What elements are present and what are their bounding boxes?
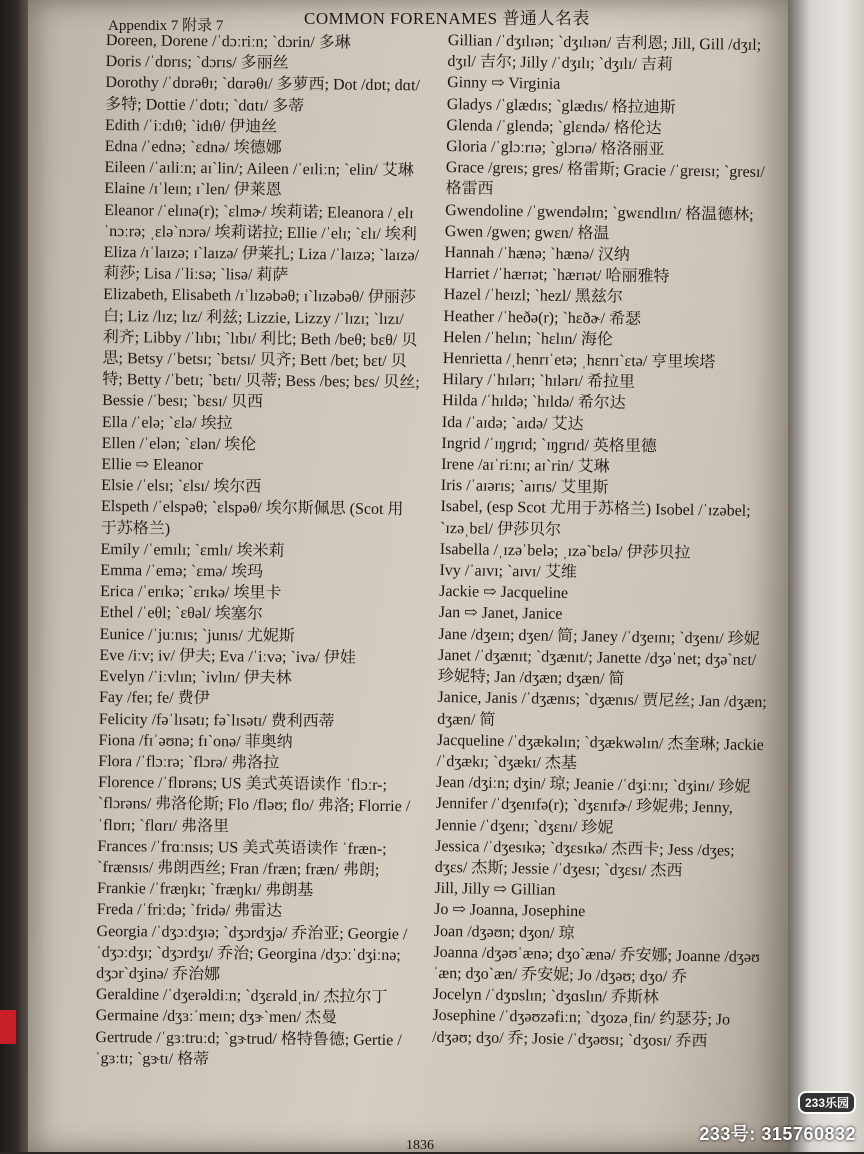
entry: Jocelyn /ˈdʒɒslɪn; ˋdʒɑslɪn/ 乔斯林	[432, 986, 660, 1007]
entry: Flora /ˈflɔːrə; ˋflɔrə/ 弗洛拉	[98, 752, 280, 772]
entry: Helen /ˈhelɪn; ˋhɛlɪn/ 海伦	[443, 328, 614, 349]
entry: Doreen, Dorene /ˈdɔːriːn; ˋdɔrin/ 多琳	[105, 31, 351, 52]
entry: Jan ⇨ Janet, Janice	[438, 604, 563, 624]
entry: Hannah /ˈhænə; ˋhænə/ 汉纳	[444, 244, 630, 264]
binding-edge	[0, 0, 28, 1152]
entry: Ellen /ˈelən; ˋɛlən/ 埃伦	[101, 434, 257, 454]
entry: Dorothy /ˈdɒrəθɪ; ˋdɑrəθɪ/ 多萝西; Dot /dɒt; dɑt/ 多特; Dottie /ˈdɒtɪ; ˋdɑtɪ/ 多蒂	[105, 74, 421, 115]
right-column	[432, 30, 778, 1053]
entry: Eunice /ˈjuːnɪs; ˋjunɪs/ 尤妮斯	[99, 625, 295, 645]
entry: Edith /ˈiːdɪθ; ˋidɪθ/ 伊迪丝	[104, 116, 278, 136]
entry: Eve /iːv; iv/ 伊夫; Eva /ˈiːvə; ˋivə/ 伊娃	[99, 646, 356, 667]
entry: Josephine /ˈdʒəʊzəfiːn; ˋdʒozəˌfin/ 约瑟芬; Jo /dʒəʊ; dʒo/ 乔; Josie /ˈdʒəʊsɪ; ˋdʒosɪ/ 乔西	[432, 1007, 731, 1050]
entry: Felicity /fəˈlɪsətɪ; fəˋlɪsətɪ/ 费利西蒂	[98, 710, 335, 730]
entry: Gillian /ˈdʒɪlɪən; ˋdʒɪlɪən/ 吉利恩; Jill, Gill /dʒɪl; dʒɪl/ 吉尔; Jilly /ˈdʒɪlɪ; ˋdʒɪlɪ/ 吉莉	[447, 31, 762, 74]
entry: Edna /ˈednə; ˋɛdnə/ 埃德娜	[104, 138, 282, 157]
entry: Fiona /fɪˈəʊnə; fɪˋonə/ 菲奥纳	[98, 731, 293, 751]
entry: Ginny ⇨ Virginia	[447, 74, 561, 94]
entry: Isabella /ˌɪzəˈbelə; ˌɪzəˋbɛlə/ 伊莎贝拉	[439, 540, 691, 562]
entry: Jo ⇨ Joanna, Josephine	[434, 901, 586, 921]
entry: Gwendoline /ˈgwendəlɪn; ˋgwɛndlɪn/ 格温德林; Gwen /gwen; gwɛn/ 格温	[444, 201, 754, 243]
entry: Emily /ˈemɪlɪ; ˋɛmlɪ/ 埃米莉	[100, 540, 285, 560]
page-number: 1836	[406, 1138, 434, 1153]
entry: Eliza /ɪˈlaɪzə; ɪˋlaɪzə/ 伊莱扎; Liza /ˈlaɪzə; ˋlaɪzə/ 莉莎; Lisa /ˈliːsə; ˋlisə/ 莉萨	[103, 244, 420, 285]
entry: Doris /ˈdɒrɪs; ˋdɔrɪs/ 多丽丝	[105, 53, 289, 73]
entry: Jean /dʒiːn; dʒin/ 琼; Jeanie /ˈdʒiːnɪ; ˋdʒinɪ/ 珍妮	[436, 774, 751, 796]
entry: Elizabeth, Elisabeth /ɪˈlɪzəbəθ; ɪˋlɪzəbəθ/ 伊丽莎白; Liz /lɪz; lɪz/ 利兹; Lizzie, Lizzy /ˈlɪzɪ; ˋlɪzɪ/ 利齐; Libby /ˈlɪbɪ; ˋlɪbɪ/ 利比; Beth /beθ; bɛθ/ 贝思; Betsy /ˈbetsɪ; ˋbɛtsɪ/ 贝齐; Bett /bet; bɛt/ 贝特; Betty /ˈbetɪ; ˋbɛtɪ/ 贝蒂; Bess /bes; bɛs/ 贝丝; Bessie /ˈbesɪ; ˋbɛsɪ/ 贝西	[102, 286, 420, 412]
header-appendix-label: Appendix 7 附录 7	[108, 18, 224, 34]
entry: Hilary /ˈhɪlərɪ; ˋhɪlərɪ/ 希拉里	[442, 371, 636, 392]
entry: Jackie ⇨ Jacqueline	[439, 583, 569, 603]
entry: Gloria /ˈglɔːrɪə; ˋglɔrɪə/ 格洛丽亚	[446, 138, 665, 159]
entry: Isabel, (esp Scot 尤用于苏格兰) Isobel /ˈɪzəbel; ˋɪzəˌbɛl/ 伊莎贝尔	[440, 498, 751, 539]
entry: Eleanor /ˈelɪnə(r); ˋɛlmɚ/ 埃莉诺; Eleanora /ˌelɪˈnɔːrə; ˌɛləˋnɔrə/ 埃莉诺拉; Ellie /ˈelɪ; ˋɛlɪ/ 埃利	[103, 201, 417, 244]
entry: Jennifer /ˈdʒenɪfə(r); ˋdʒɛnɪfɚ/ 珍妮弗; Jenny, Jennie /ˈdʒenɪ; ˋdʒɛnɪ/ 珍妮	[435, 795, 733, 837]
entry: Ivy /ˈaɪvɪ; ˋaɪvɪ/ 艾维	[439, 562, 577, 582]
entry: Evelyn /ˈiːvlɪn; ˋivlɪn/ 伊夫林	[99, 668, 292, 688]
entry: Joanna /dʒəʊˈænə; dʒoˋænə/ 乔安娜; Joanne /dʒəʊˈæn; dʒoˋæn/ 乔安妮; Jo /dʒəʊ; dʒo/ 乔	[433, 943, 760, 986]
watermark-logo: 233乐园	[798, 1091, 856, 1114]
entry: Elaine /ɪˈleɪn; ɪˋlen/ 伊莱恩	[104, 180, 282, 200]
entry: Jane /dʒeɪn; dʒen/ 简; Janey /ˈdʒeɪnɪ; ˋdʒenɪ/ 珍妮	[438, 625, 760, 648]
entry: Elspeth /ˈelspəθ; ˋɛlspəθ/ 埃尔斯佩思 (Scot 用于苏格兰)	[100, 498, 404, 538]
entry: Fay /feɪ; fe/ 费伊	[98, 689, 210, 708]
entry: Jessica /ˈdʒesɪkə; ˋdʒɛsɪkə/ 杰西卡; Jess /dʒes; dʒɛs/ 杰斯; Jessie /ˈdʒesɪ; ˋdʒɛsɪ/ 杰西	[434, 837, 735, 880]
entry: Janet /ˈdʒænɪt; ˋdʒænɪt/; Janette /dʒəˈnet; dʒəˋnɛt/ 珍妮特; Jan /dʒæn; dʒæn/ 简	[437, 646, 757, 688]
red-tab-mark	[0, 1010, 16, 1044]
watermark	[699, 1091, 856, 1146]
entry: Irene /aɪˈriːnɪ; aɪˋrin/ 艾琳	[441, 456, 610, 476]
entry: Heather /ˈheðə(r); ˋhɛðɚ/ 希瑟	[443, 307, 642, 328]
entry: Emma /ˈemə; ˋɛmə/ 埃玛	[100, 562, 264, 581]
entry: Glenda /ˈglendə; ˋglɛndə/ 格伦达	[446, 116, 662, 138]
entry: Ethel /ˈeθl; ˋɛθəl/ 埃塞尔	[99, 604, 263, 624]
entry: Geraldine /ˈdʒerəldiːn; ˋdʒɛrəldˌin/ 杰拉尔丁	[95, 986, 388, 1007]
entry: Germaine /dʒɜːˈmeɪn; dʒɝˋmen/ 杰曼	[95, 1007, 338, 1027]
page-header	[108, 4, 768, 34]
entry: Grace /greɪs; gres/ 格雷斯; Gracie /ˈgreɪsɪ; ˋgresɪ/ 格雷西	[445, 159, 765, 199]
entry: Elsie /ˈelsɪ; ˋɛlsɪ/ 埃尔西	[101, 477, 262, 496]
entry: Jacqueline /ˈdʒækəlɪn; ˋdʒækwəlɪn/ 杰奎琳; Jackie /ˈdʒækɪ; ˋdʒækɪ/ 杰基	[436, 731, 764, 773]
entry: Gertrude /ˈgɜːtruːd; ˋgɝtrud/ 格特鲁德; Gertie /ˈgɜːtɪ; ˋgɝtɪ/ 格蒂	[95, 1028, 402, 1068]
entry: Florence /ˈflɒrəns; US 美式英语读作 ˈflɔːr-; ˋflɔrəns/ 弗洛伦斯; Flo /fləʊ; flo/ 弗洛; Florrie /ˈflɒrɪ; ˋflɑrɪ/ 弗洛里	[97, 774, 411, 835]
entry: Ida /ˈaɪdə; ˋaɪdə/ 艾达	[441, 413, 584, 433]
entry: Ingrid /ˈɪŋgrɪd; ˋɪŋgrɪd/ 英格里德	[441, 434, 657, 456]
entry: Harriet /ˈhærɪət; ˋhærɪət/ 哈丽雅特	[444, 265, 670, 286]
entry: Erica /ˈerɪkə; ˋɛrɪkə/ 埃里卡	[100, 583, 282, 603]
entry: Hilda /ˈhɪldə; ˋhɪldə/ 希尔达	[442, 392, 626, 413]
watermark-id: 233号: 315760832	[699, 1124, 856, 1144]
header-section-title: COMMON FORENAMES 普通人名表	[304, 9, 590, 28]
entry: Hazel /ˈheɪzl; ˋhezl/ 黑兹尔	[443, 286, 623, 307]
entry: Ella /ˈelə; ˋɛlə/ 埃拉	[101, 413, 233, 433]
entry: Ellie ⇨ Eleanor	[101, 456, 203, 475]
page-edge-right	[788, 0, 864, 1152]
left-column	[95, 30, 424, 1072]
entry: Jill, Jilly ⇨ Gillian	[434, 880, 556, 899]
entry: Eileen /ˈaɪliːn; aɪˋlin/; Aileen /ˈeɪliːn; ˋelin/ 艾琳	[104, 159, 414, 180]
entry: Joan /dʒəʊn; dʒon/ 琼	[433, 922, 575, 942]
entry: Janice, Janis /ˈdʒænɪs; ˋdʒænɪs/ 贾尼丝; Jan /dʒæn; dʒæn/ 简	[437, 689, 767, 729]
entry: Iris /ˈaɪərɪs; ˋaɪrɪs/ 艾里斯	[440, 477, 609, 497]
entry: Henrietta /ˌhenrɪˈetə; ˌhɛnrɪˋɛtə/ 亨里埃塔	[442, 350, 716, 372]
entry: Frances /ˈfrɑːnsɪs; US 美式英语读作 ˈfræn-; ˋfrænsɪs/ 弗朗西丝; Fran /fræn; fræn/ 弗朗; Frankie /ˈfræŋkɪ; ˋfræŋkɪ/ 弗朗基	[96, 837, 387, 900]
entry: Freda /ˈfriːdə; ˋfridə/ 弗雷达	[96, 901, 283, 921]
entry: Gladys /ˈglædɪs; ˋglædɪs/ 格拉迪斯	[446, 95, 676, 117]
entry: Georgia /ˈdʒɔːdʒɪə; ˋdʒɔrdʒjə/ 乔治亚; Georgie /ˈdʒɔːdʒɪ; ˋdʒɔrdʒɪ/ 乔治; Georgina /dʒɔːˈdʒiːnə; dʒɔrˋdʒinə/ 乔治娜	[96, 922, 408, 984]
